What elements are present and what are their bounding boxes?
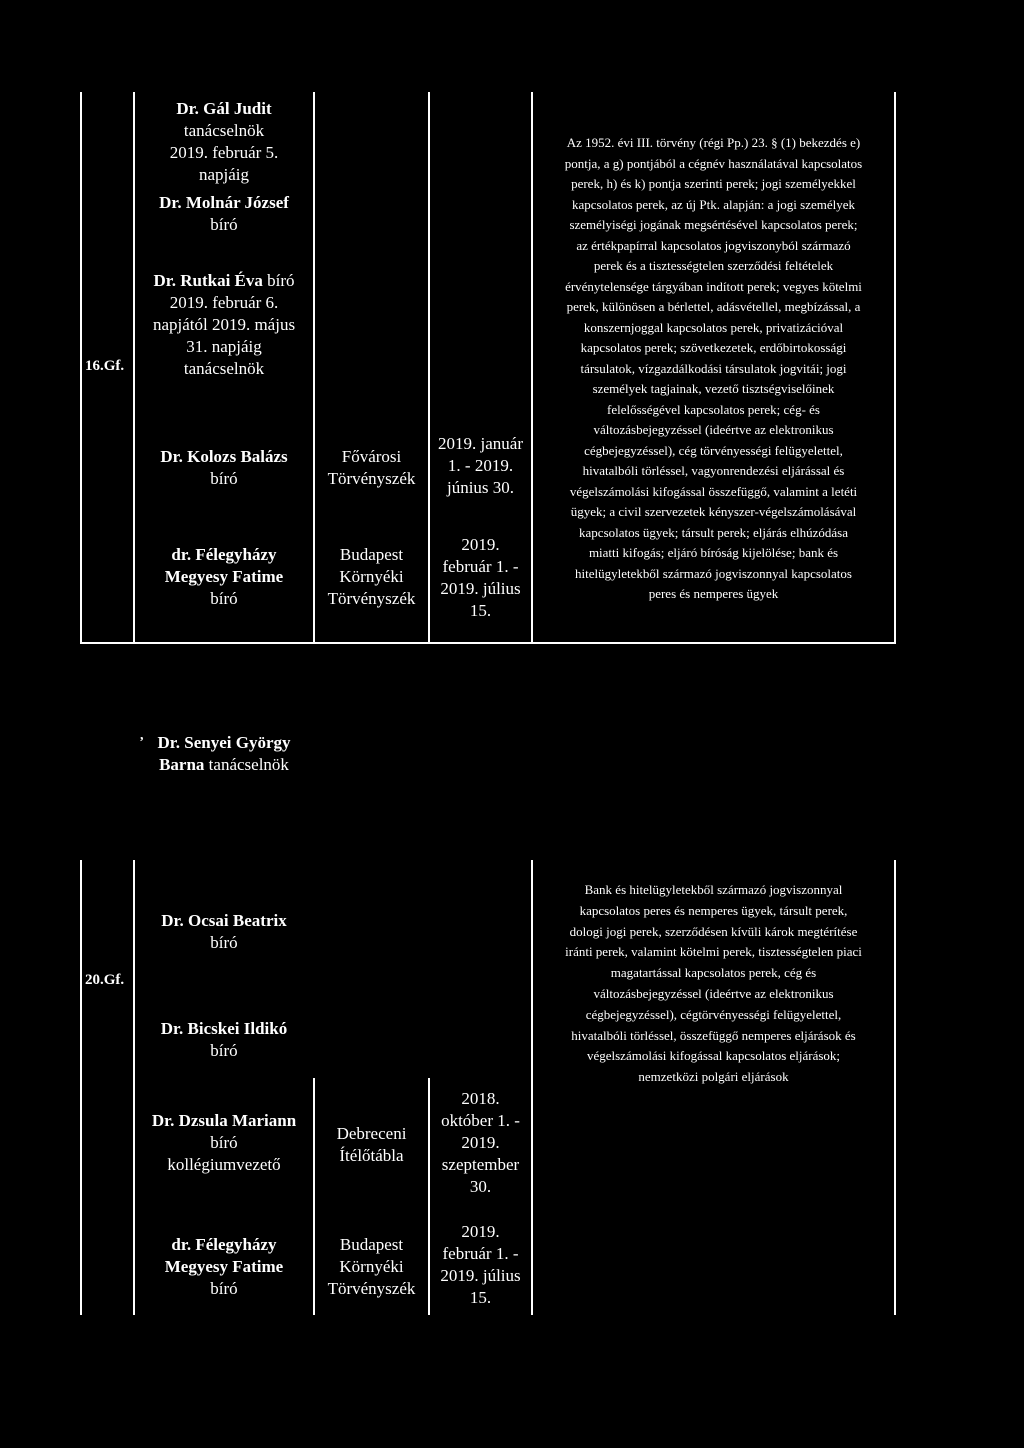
description-line: változásbejegyzéssel (ideértve az elektronikus: [593, 422, 834, 437]
description-line: peres és nemperes ügyek: [648, 586, 779, 601]
description-line: perek, különösen a bérlettel, adásvétellel, megbízással, a: [566, 299, 861, 314]
description-line: hitelügyletekből származó jogviszonnyal kapcsolatos: [575, 565, 852, 581]
description-line: Az 1952. évi III. törvény (régi Pp.) 23. § (1) bekezdés e): [566, 135, 861, 150]
judge-kolozs-balazs: Dr. Kolozs Balázs bíró: [160, 447, 288, 488]
description-line: perek és a tisztességtelen szerződési feltételek: [593, 258, 834, 273]
judge-felegyhazy-fatime-2: dr. Félegyházy Megyesy Fatime bíró: [164, 1235, 284, 1298]
case-description-16gf: [533, 133, 894, 605]
description-line: ügyek; a civil szervezetek kényszer-végelszámolásával: [570, 504, 857, 519]
description-line: végelszámolási kifogással kapcsolatos eljárások;: [586, 1048, 841, 1064]
description-line: Bank és hitelügyletekből származó jogviszonnyal: [584, 882, 843, 897]
table-border-right: [894, 92, 896, 644]
judge-ocsai-beatrix: Dr. Ocsai Beatrix bíró: [161, 911, 287, 952]
description-line: kapcsolatos perek, az új Ptk. alapján: a jogi személyek: [571, 196, 856, 212]
description-line: kapcsolatos ügyek; társult perek; eljárás elhúzódása: [579, 524, 848, 540]
description-line: hivatalbóli törléssel, vagyonrendezési eljárással és: [582, 463, 845, 478]
category-label-16gf: 16.Gf.: [85, 358, 125, 374]
period-2019-jan-jun: 2019. január 1. - 2019. június 30.: [438, 434, 523, 497]
period-2019-feb-jul-2: 2019. február 1. - 2019. július 15.: [440, 1222, 521, 1307]
description-line: konszernjoggal kapcsolatos perek, privatizációval: [583, 319, 844, 335]
description-line: kapcsolatos perek; szövetkezetek, erdőbirtokossági: [580, 340, 847, 355]
judge-senyei-gyorgy: Dr. Senyei György Barna tanácselnök: [157, 733, 291, 774]
description-line: változásbejegyzéssel (ideértve az elektronikus: [593, 985, 834, 1001]
description-line: nemzetközi polgári eljárások: [638, 1069, 789, 1085]
judge-bicskei-ildiko: Dr. Bicskei Ildikó bíró: [160, 1019, 288, 1060]
description-line: cégbejegyzéssel), cég törvényességi felügyelettel,: [584, 442, 843, 458]
description-line: magatartással kapcsolatos perek, cég és: [610, 965, 817, 981]
judge-molnar-jozsef: Dr. Molnár József bíró: [159, 193, 289, 234]
court-debreceni-itelotabla: Debreceni Ítélőtábla: [336, 1124, 407, 1165]
period-2018-okt-2019-szept: 2018. október 1. - 2019. szeptember 30.: [441, 1089, 520, 1196]
judge-felegyhazy-fatime: dr. Félegyházy Megyesy Fatime bíró: [164, 545, 284, 608]
description-line: cégbejegyzéssel), cégtörvényességi felügyelettel,: [585, 1006, 842, 1022]
period-2019-feb-jul: 2019. február 1. - 2019. július 15.: [440, 535, 521, 620]
judge-rutkai-eva: Dr. Rutkai Éva bíró 2019. február 6. napjától 2019. május 31. napjáig tanácselnök: [152, 271, 296, 378]
description-line: iránti perek, valamint kötelmi perek, tisztességtelen piaci: [565, 944, 862, 960]
case-description-20gf: [533, 880, 894, 1088]
description-line: miatti kifogás; eljáró bíróság kijelölése; bank és: [588, 545, 839, 560]
description-line: végelszámolási kifogással összefüggő, valamint a letéti: [569, 483, 858, 499]
court-fovarosi-torvenyszek: Fővárosi Törvényszék: [327, 447, 416, 488]
category-label-20gf: 20.Gf.: [85, 972, 125, 988]
table-border-right-lower: [894, 860, 896, 1315]
court-budapest-kornyeki-2: Budapest Környéki Törvényszék: [327, 1235, 416, 1298]
court-budapest-kornyeki: Budapest Környéki Törvényszék: [327, 545, 416, 608]
description-line: hivatalbóli törléssel, összefüggő nemperes eljárások és: [571, 1027, 856, 1043]
judge-dzsula-mariann: Dr. Dzsula Mariann bíró kollégiumvezető: [151, 1111, 297, 1174]
description-line: érvénytelensége tárgyában indított perek; vegyes kötelmi: [565, 278, 862, 294]
description-line: személyek tagjainak, vezető tisztségviselőinek: [592, 381, 835, 396]
description-line: az értékpapírral kapcsolatos jogviszonyból származó: [576, 237, 851, 253]
description-line: személyiségi jogának megsértésével kapcsolatos perek;: [569, 217, 858, 232]
description-line: dologi jogi perek, szerződésen kívüli károk megtérítése: [569, 923, 858, 939]
description-line: társulatok, vízgazdálkodási társulatok jogvitái; jogi: [580, 360, 847, 376]
table-border-left-lower: [80, 860, 82, 1315]
judge-gal-judit: Dr. Gál Judit tanácselnök 2019. február 5. napjáig: [169, 99, 279, 184]
description-line: pontja, a g) pontjából a cégnév használatával kapcsolatos: [564, 155, 863, 171]
stray-comma: ,: [140, 728, 144, 743]
description-line: kapcsolatos peres és nemperes ügyek, társult perek,: [579, 902, 848, 918]
description-line: felelősségével kapcsolatos perek; cég- és: [607, 401, 820, 417]
table-border-left: [80, 92, 82, 644]
row-divider-16gf-bottom: [80, 642, 896, 644]
description-line: perek, h) és k) pontja szerinti perek; jogi személyekkel: [571, 176, 856, 191]
